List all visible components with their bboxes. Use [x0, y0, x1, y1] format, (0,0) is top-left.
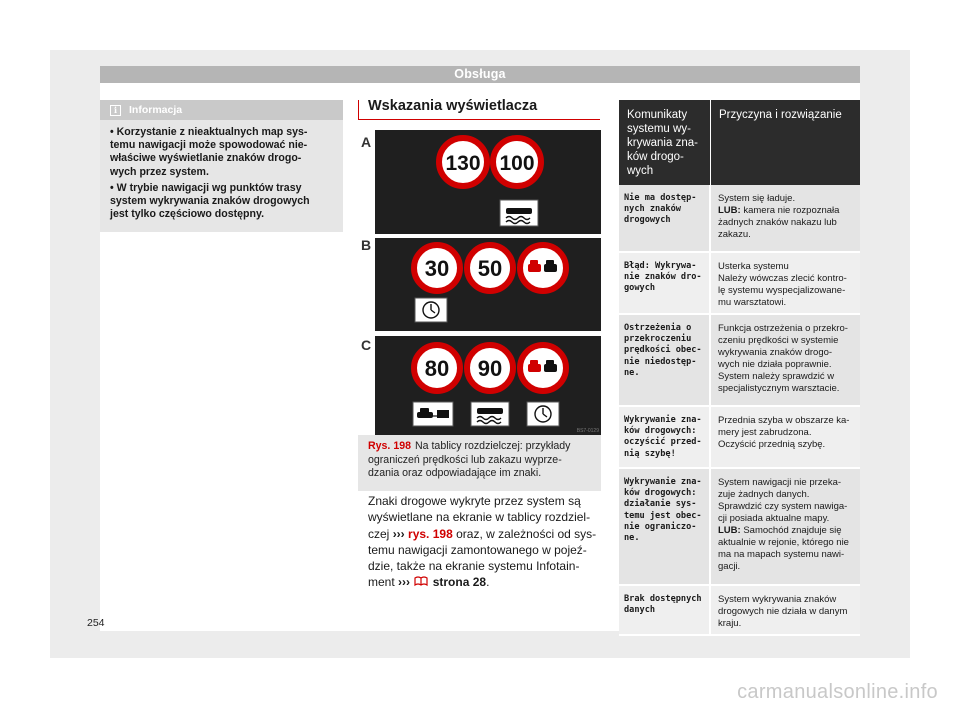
cause-cell: Przednia szyba w obszarze ka- mery jest zabrudzona. Oczyścić przednią szybę. [718, 415, 850, 450]
figure-link[interactable]: rys. 198 [408, 526, 453, 541]
table-row [619, 407, 860, 469]
table-row [619, 469, 860, 586]
wet-road-supplementary-sign [471, 402, 509, 426]
display-panel-b [375, 238, 601, 331]
cause-cell [711, 185, 860, 251]
message-cell: Błąd: Wykrywa- nie znaków dro- gowych [619, 253, 711, 313]
lub-label: LUB: [718, 205, 741, 216]
lub-text: kamera nie rozpoznała żadnych znaków nakazu lub zakazu. [718, 205, 840, 240]
time-supplementary-sign [527, 402, 559, 426]
speed-limit-value: 90 [477, 356, 503, 381]
message-cell: Ostrzeżenia o przekroczeniu prędkości obec- nie niedostęp- ne. [619, 315, 711, 405]
table-row [619, 253, 860, 315]
speed-limit-value: 130 [445, 152, 481, 175]
panel-a-graphic [375, 130, 601, 234]
no-overtaking-sign [520, 245, 566, 291]
panel-label-b: B [360, 237, 372, 253]
cause-cell: System wykrywania znaków drogowych nie działa w danym kraju. [718, 594, 848, 629]
lub-text: Samochód znajduje się aktualnie w rejonie, którego nie ma na mapach systemu nawi- gacji. [718, 525, 849, 572]
display-panel-c [375, 336, 601, 435]
info-item: • W trybie nawigacji wg punktów trasy system wykrywania znaków drogowych jest tylko częściowo dostępny. [110, 181, 310, 221]
panel-label-c: C [360, 337, 372, 353]
figure-reference-code: BS7-0129 [576, 428, 599, 434]
section-title-underline [358, 119, 600, 120]
page-number: 254 [87, 617, 105, 629]
table-row [619, 586, 860, 636]
info-item: • Korzystanie z nieaktualnych map sys- temu nawigacji może spowodować nie- właściwe wyświetlanie znaków drogo- wych przez system. [110, 126, 308, 178]
message-cell: Wykrywanie zna- ków drogowych: działanie sys- temu jest obec- nie ograniczo- ne. [619, 469, 711, 584]
speed-limit-value: 50 [477, 256, 503, 281]
speed-limit-sign [414, 345, 460, 391]
messages-table [619, 100, 860, 636]
time-supplementary-sign [415, 298, 447, 322]
cause-cell: Funkcja ostrzeżenia o przekro- czeniu prędkości w systemie wykrywania znaków drogo- wych nie działa poprawnie. System należy sprawdzić w specjalistycznym warsztacie. [718, 323, 848, 394]
cause-cell [711, 469, 860, 584]
table-row [619, 185, 860, 253]
no-overtaking-sign [520, 345, 566, 391]
column-header-cause: Przyczyna i rozwiązanie [719, 109, 842, 121]
figure-caption-ref: Rys. 198 [368, 440, 411, 452]
speed-limit-value: 30 [424, 256, 450, 281]
figure-caption-text: Na tablicy rozdzielczej: przykłady ograniczeń prędkości lub zakazu wyprze-dzania oraz odpowiadające im znaki. [368, 440, 571, 479]
speed-limit-sign [414, 245, 460, 291]
cause-text: System nawigacji nie przeka- zuje żadnych danych. Sprawdzić czy system nawiga- cji posiada aktualne mapy. [718, 477, 848, 524]
info-box-title: Informacja [129, 104, 183, 116]
page-header: Obsługa [100, 66, 860, 83]
wet-road-supplementary-sign [500, 200, 538, 226]
figure-caption [358, 435, 601, 491]
panel-c-graphic [375, 336, 601, 435]
speed-limit-sign [439, 138, 487, 186]
message-cell: Nie ma dostęp- nych znaków drogowych [619, 185, 711, 251]
infotainment-book-icon [413, 575, 429, 587]
speed-limit-sign [467, 345, 513, 391]
body-text-part: oraz, w zależności od sys-temu nawigacji zamontowanego w pojeź-dzie, także na ekranie systemu Infotain-ment [368, 526, 597, 590]
section-title: Wskazania wyświetlacza [368, 98, 538, 114]
body-paragraph [368, 493, 600, 591]
speed-limit-sign [467, 245, 513, 291]
body-text-part: Znaki drogowe wykryte przez system są wyświetlane na ekranie w tablicy rozdziel-czej [368, 494, 591, 541]
speed-limit-sign [493, 138, 541, 186]
cause-cell: Usterka systemu Należy wówczas zlecić kontro- lę systemu wyspecjalizowane- mu warsztatowi. [718, 261, 847, 308]
info-box-header [100, 100, 343, 120]
cross-ref-arrow: ››› [392, 526, 405, 541]
info-box-body [100, 120, 343, 221]
table-header [619, 100, 860, 185]
trailer-supplementary-sign [413, 402, 453, 426]
display-panel-a [375, 130, 601, 234]
message-cell: Wykrywanie zna- ków drogowych: oczyścić przed- nią szybę! [619, 407, 711, 467]
message-cell: Brak dostępnych danych [619, 586, 711, 634]
page-link[interactable]: strona 28 [432, 575, 487, 590]
info-box [100, 100, 343, 232]
panel-b-graphic [375, 238, 601, 331]
section-title-rule [358, 100, 359, 120]
speed-limit-value: 100 [499, 152, 535, 175]
lub-label: LUB: [718, 525, 741, 536]
speed-limit-value: 80 [424, 356, 450, 381]
table-row [619, 315, 860, 407]
column-header-message: Komunikaty systemu wy- krywania zna- ków drogo- wych [619, 100, 711, 185]
body-text-end: . [486, 575, 490, 590]
figure-198 [358, 125, 601, 435]
watermark: carmanualsonline.info [737, 681, 938, 703]
cause-text: System się ładuje. [718, 193, 796, 204]
info-icon: i [110, 105, 121, 116]
panel-label-a: A [360, 134, 372, 150]
cross-ref-arrow: ››› [398, 575, 411, 590]
